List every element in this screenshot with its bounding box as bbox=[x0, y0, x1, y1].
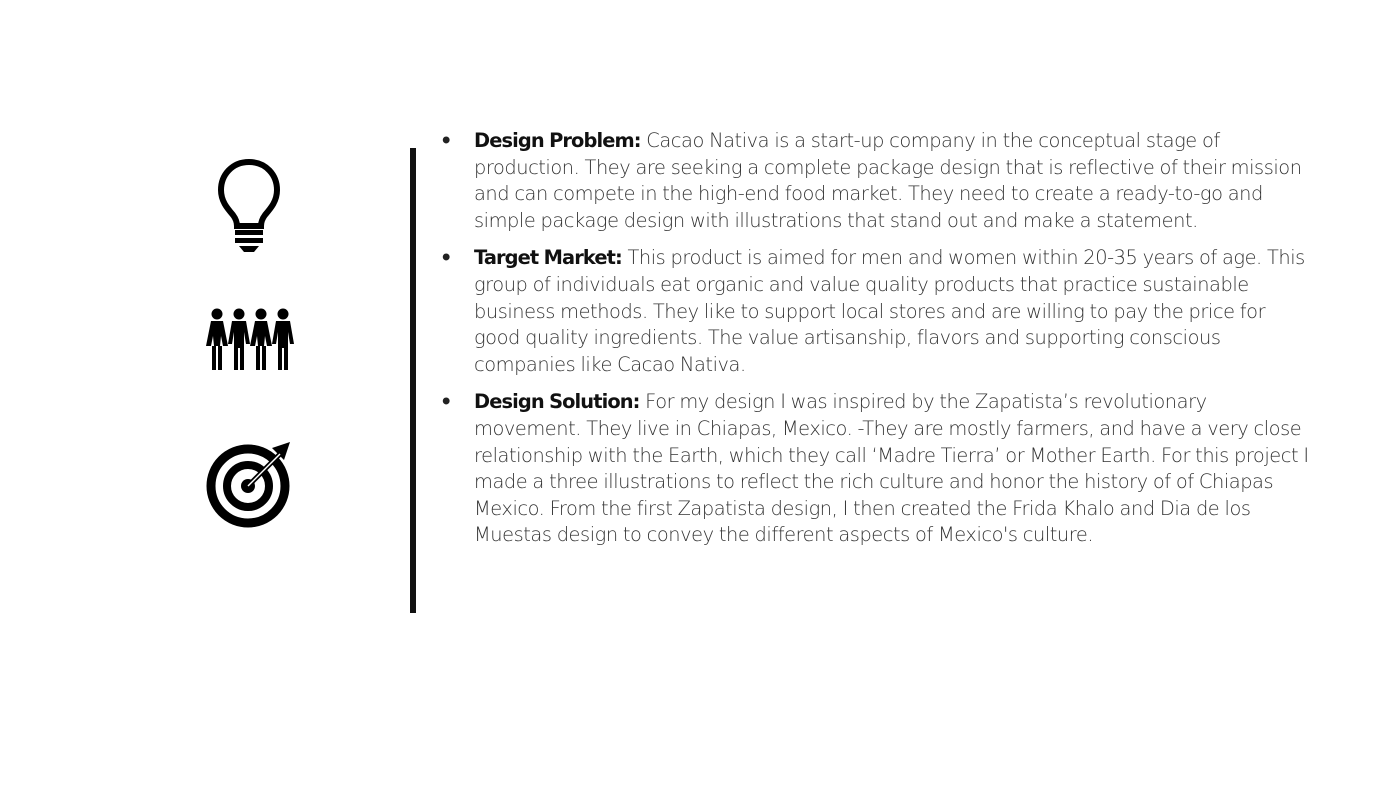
bullet-design-solution bbox=[440, 389, 1310, 549]
bullet-list bbox=[440, 128, 1310, 560]
vertical-divider bbox=[410, 148, 416, 613]
bullet-target-market bbox=[440, 245, 1310, 378]
bullet-term: Target Market bbox=[474, 246, 615, 270]
bullet-colon: : bbox=[632, 390, 640, 414]
bullet-text: Cacao Nativa is a start-up company in the conceptual stage of production. They are seeking a complete package design that is reflective of their mission and can compete in the high-end food market. They need to create a ready-to-go and simple package design with illustrations that stand out and make a statement. bbox=[474, 129, 1302, 232]
bullet-term: Design Problem bbox=[474, 129, 634, 152]
people-group-icon bbox=[202, 308, 298, 372]
bullet-term: Design Solution bbox=[474, 390, 633, 414]
bullet-colon: : bbox=[633, 129, 642, 152]
bullet-colon: : bbox=[614, 246, 623, 270]
bullet-design-problem bbox=[440, 128, 1310, 234]
bullet-text: This product is aimed for men and women within 20-35 years of age. This group of individuals eat organic and value quality products that practice sustainable business methods. They like to support local stores and are willing to pay the price for good quality ingredients. The value artisanship, flavors and supporting conscious companies like Cacao Nativa. bbox=[474, 246, 1305, 376]
target-arrow-icon bbox=[204, 438, 296, 530]
bullet-text: For my design I was inspired by the Zapatista’s revolutionary movement. They live in Chiapas, Mexico. -They are mostly farmers, and have a very close relationship with the Earth, which they call ‘Madre Tierra’ or Mother Earth. For this project I made a three illustrations to reflect the rich culture and honor the history of of Chiapas Mexico. From the first Zapatista design, I then created the Frida Khalo and Dia de los Muestas design to convey the different aspects of Mexico's culture. bbox=[474, 390, 1309, 547]
lightbulb-icon bbox=[216, 158, 282, 254]
